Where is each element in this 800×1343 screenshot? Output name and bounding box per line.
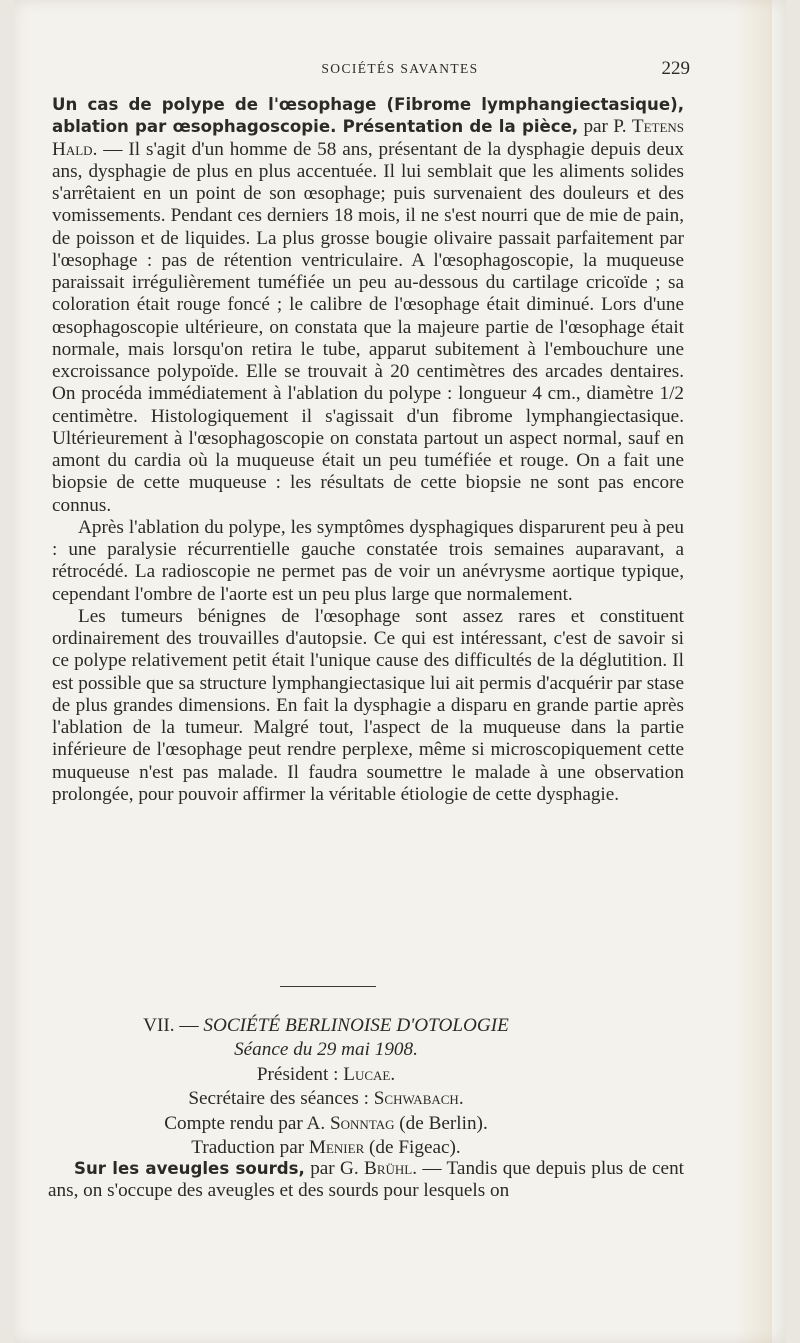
running-title: SOCIÉTÉS SAVANTES (321, 61, 479, 76)
translation-place: (de Figeac). (364, 1137, 461, 1159)
article-aveugles-sourds (48, 1158, 684, 1203)
president-label: Président : (256, 1063, 344, 1085)
paragraph (52, 94, 684, 517)
president-name: Lucae. (343, 1063, 396, 1085)
paragraph (48, 1158, 684, 1203)
paragraph-body: . — Il s'agit d'un homme de 58 ans, présentant de la dysphagie depuis deux ans, dysphagie de plus en plus accentuée. Il lui semblait que les aliments solides s'arrêtaient en un point de son œsophage; puis survenaient des douleurs et des vomissements. Pendant ces derniers 18 mois, il ne s'est nourri que de mie de pain, de poisson et de liquides. La plus grosse bougie olivaire passait parfaitement par l'œsophage : pas de rétention ventriculaire. A l'œsophagoscopie, la muqueuse paraissait irrégulièrement tuméfiée un peu au-dessous du cartilage cricoïde ; sa coloration était rouge foncé ; le calibre de l'œsophage était diminué. Lors d'une œsophagoscopie ultérieure, on constata que la majeure partie de l'œsophage était normale, mais lorsqu'on retira le tube, apparut subitement à l'embouchure une excroissance polypoïde. Elle se trouvait à 20 centimètres des arcades dentaires. On procéda immédiatement à l'ablation du polype : longueur 4 cm., diamètre 1/2 centimètre. Histologiquement il s'agissait d'un fibrome lymphangiectasique. Ultérieurement à l'œsophagoscopie on constata partout un aspect normal, sauf en amont du cardia où la muqueuse était un peu tuméfiée et rouge. On a fait une biopsie de cette muqueuse : les résultats de cette biopsie ne sont pas encore connus. (52, 138, 684, 516)
session-date: Séance du 29 mai 1908. (234, 1039, 418, 1061)
running-head (14, 58, 786, 82)
paragraph: Les tumeurs bénignes de l'œsophage sont assez rares et constituent ordinairement des trouvailles d'autopsie. Ce qui est intéressant, c'est de savoir si ce polype relativement petit était l'unique cause des difficultés de la déglutition. Il est possible que sa structure lymphangiectasique lui ait permis d'acquérir par stase de plus grandes dimensions. En fait la dysphagie a disparu en grande partie après l'ablation de la tumeur. Malgré tout, l'aspect de la muqueuse dans la partie inférieure de l'œsophage peut rendre perplexe, même si microscopiquement cette muqueuse n'est pas malade. Il faudra soumettre le malade à une observation prolongée, pour pouvoir affirmer la véritable étiologie de cette dysphagie. (52, 605, 684, 805)
translation-line (0, 1136, 712, 1160)
author-prefix: par G. (304, 1158, 365, 1179)
section-header (14, 1014, 786, 1160)
article-title: Un cas de polype de l'œsophage (Fibrome lymphangiectasique), ablation par œsophagoscopie. Présentation de la pièce, (52, 95, 684, 137)
secretary-label: Secrétaire des séances : (188, 1088, 374, 1110)
report-label: Compte rendu par A. (164, 1112, 330, 1134)
author-prefix: par P. (578, 116, 632, 138)
report-place: (de Berlin). (394, 1112, 488, 1134)
secretary-name: Schwabach. (373, 1088, 464, 1110)
page-number: 229 (661, 58, 690, 79)
author-name: Brühl (364, 1158, 413, 1179)
paragraph-body: . — Tandis que depuis plus de cent ans, on s'occupe des aveugles et des sourds pour lesquels on (48, 1158, 685, 1202)
document-page (14, 0, 786, 1343)
article-title: Sur les aveugles sourds, (74, 1159, 305, 1178)
report-line (0, 1112, 712, 1136)
translator-name: Menier (308, 1137, 365, 1159)
paragraph: Après l'ablation du polype, les symptômes dysphagiques disparurent peu à peu : une paralysie récurrentielle gauche constatée trois semaines auparavant, a rétrocédé. La radioscopie ne permet pas de voir un anévrysme aortique typique, cependant l'ombre de l'aorte est un peu plus large que normalement. (52, 516, 684, 605)
author-name: Tetens Hald (52, 116, 685, 160)
section-number: VII. — (143, 1015, 204, 1036)
president-line (0, 1063, 712, 1087)
section-heading (0, 1014, 712, 1038)
report-author: Sonntag (329, 1112, 395, 1134)
translation-label: Traduction par (191, 1137, 309, 1159)
section-title: SOCIÉTÉ BERLINOISE D'OTOLOGIE (203, 1015, 509, 1036)
article-polype (52, 94, 684, 806)
section-divider (280, 986, 376, 987)
secretary-line (0, 1087, 712, 1111)
